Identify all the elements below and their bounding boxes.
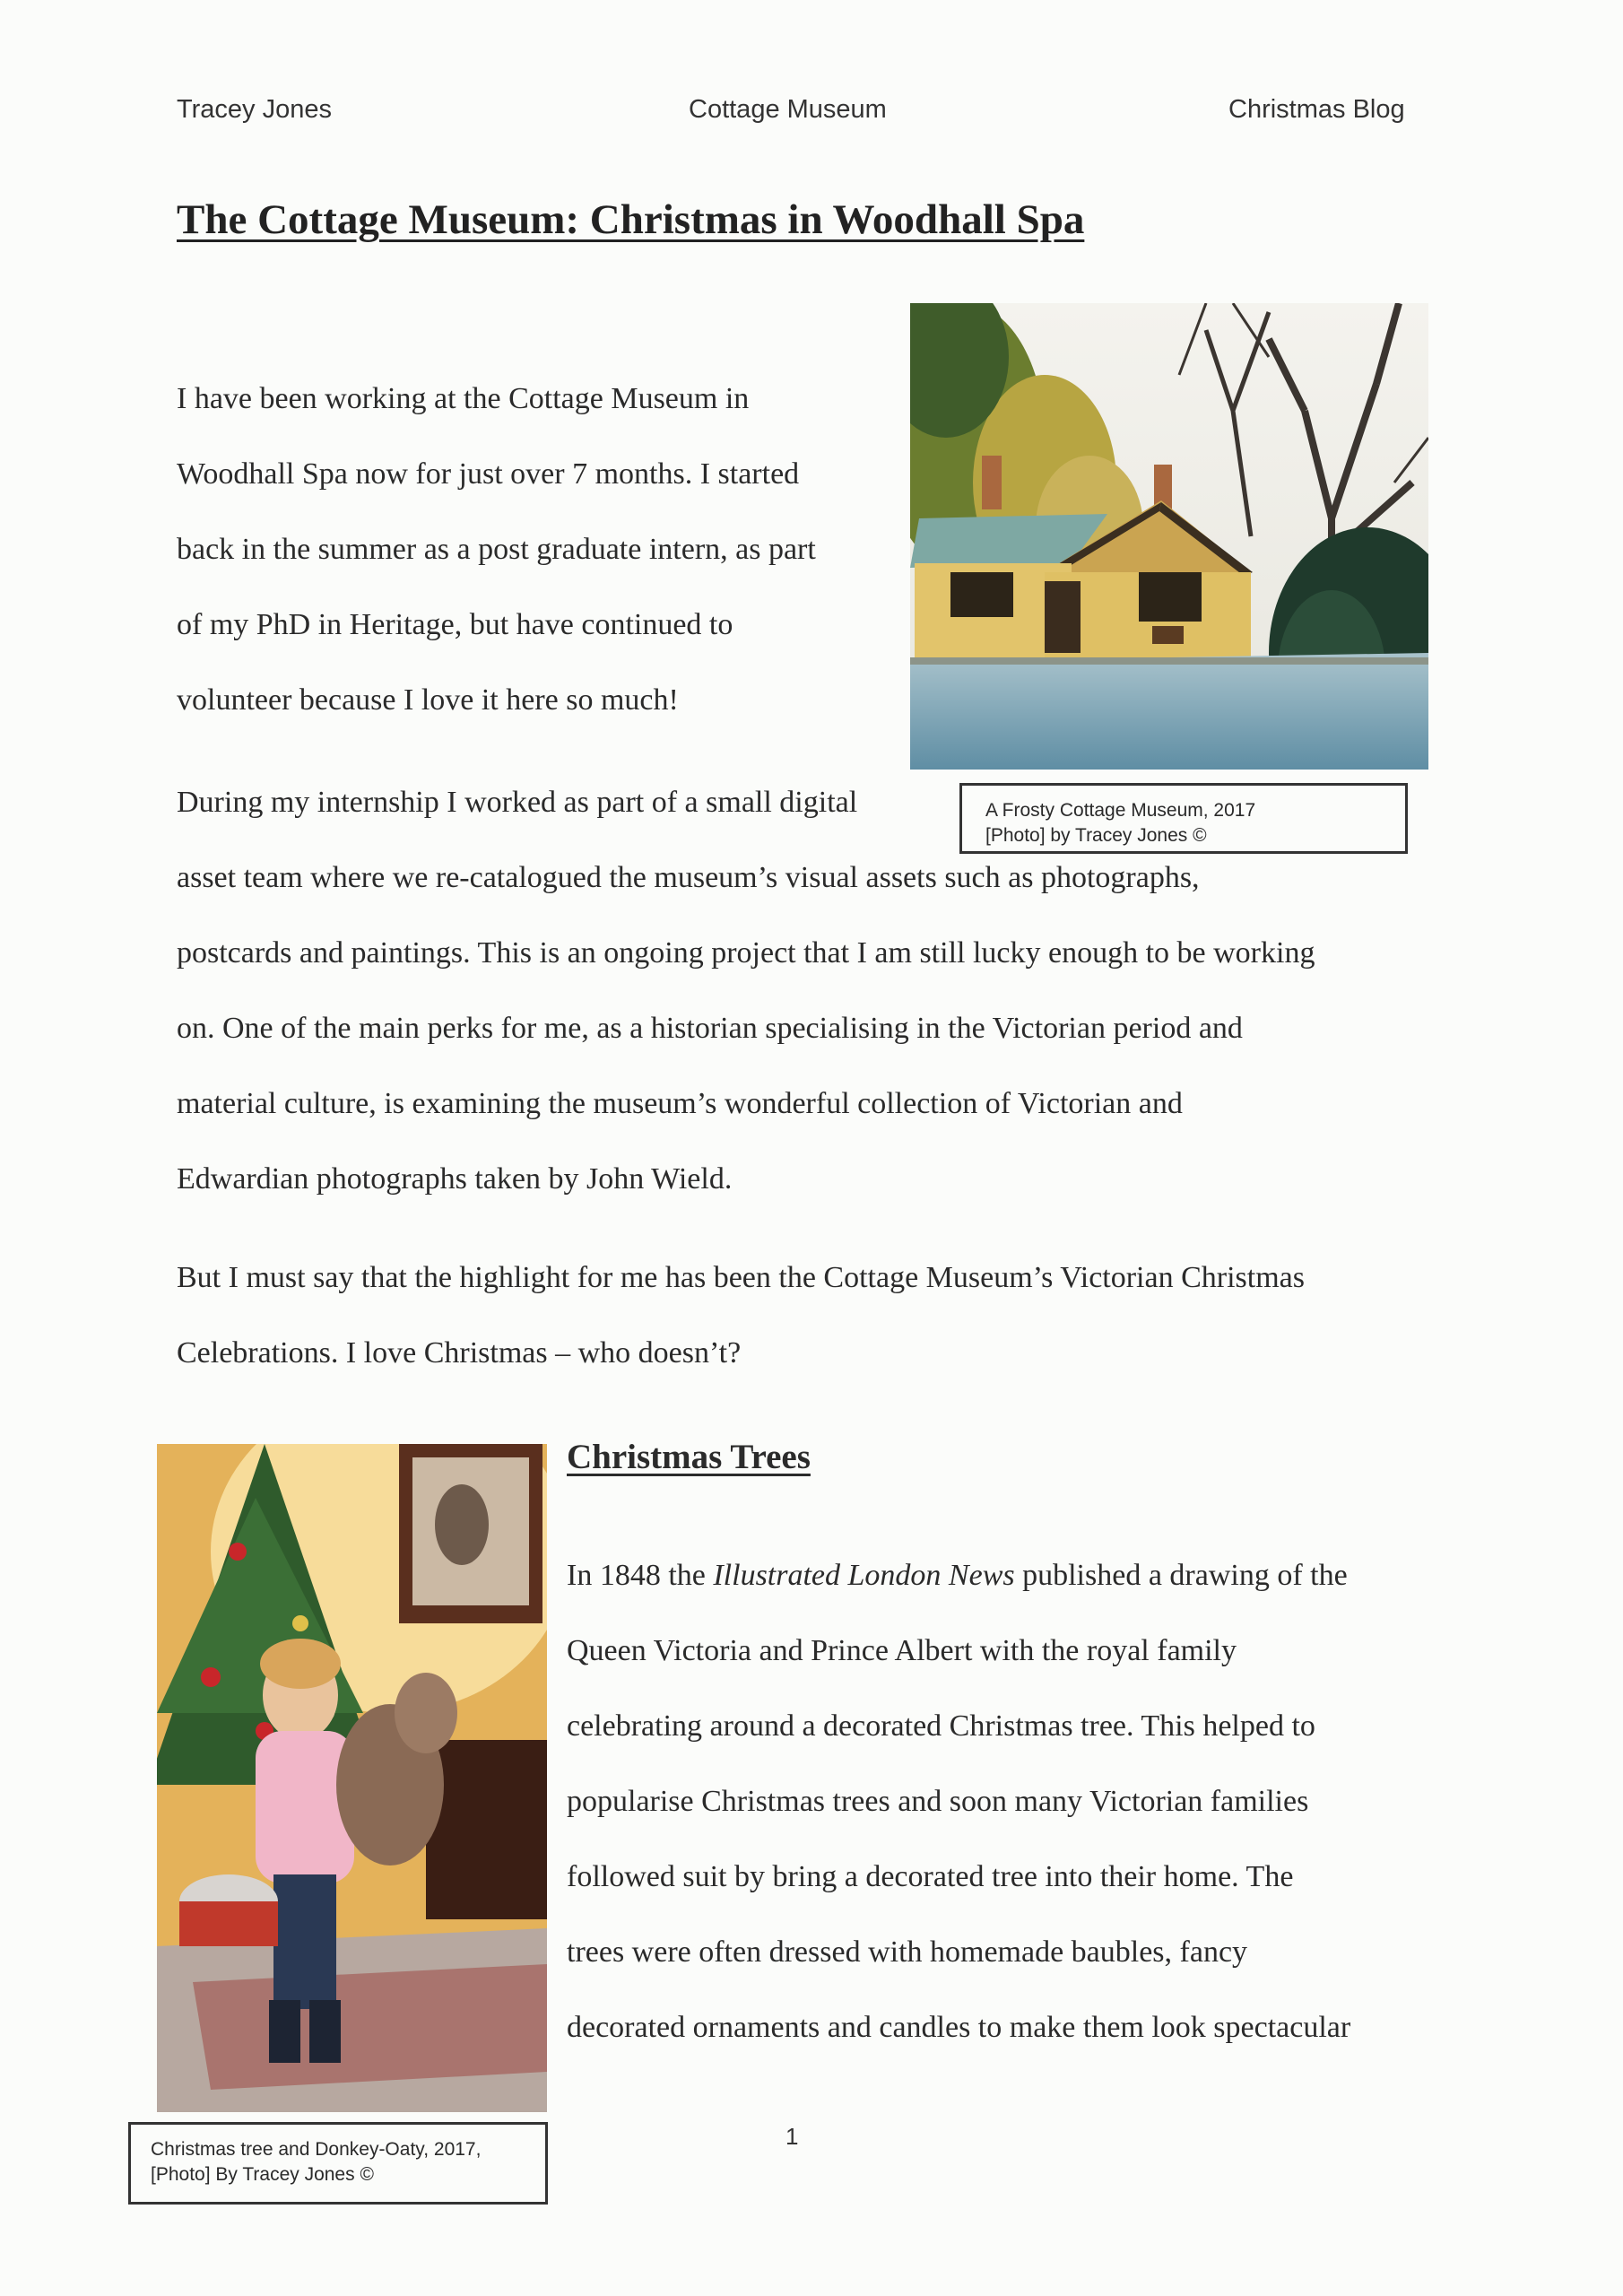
internship-paragraph-start: [177, 765, 857, 840]
text-line: asset team where we re-catalogued the museum’s visual assets such as photographs,: [177, 861, 1200, 894]
highlight-paragraph: [177, 1240, 1305, 1391]
header-subject: Cottage Museum: [689, 95, 887, 124]
text-line: Woodhall Spa now for just over 7 months. I started: [177, 457, 800, 491]
caption-line: [Photo] by Tracey Jones ©: [985, 825, 1207, 846]
cottage-photo: [910, 303, 1428, 770]
text-line: popularise Christmas trees and soon many Victorian families: [567, 1785, 1309, 1818]
text-line: During my internship I worked as part of a small digital: [177, 786, 858, 819]
caption-line: Christmas tree and Donkey-Oaty, 2017,: [151, 2139, 482, 2160]
text-line: Edwardian photographs taken by John Wield.: [177, 1162, 733, 1196]
text-line: Queen Victoria and Prince Albert with the royal family: [567, 1634, 1237, 1667]
header-author: Tracey Jones: [177, 95, 332, 124]
text-line: I have been working at the Cottage Museum in: [177, 382, 750, 415]
text-line: back in the summer as a post graduate intern, as part: [177, 533, 816, 566]
christmas-trees-paragraph: [567, 1538, 1350, 2066]
text-line: trees were often dressed with homemade baubles, fancy: [567, 1935, 1248, 1969]
text-line: [567, 1538, 1350, 1613]
publication-title: Illustrated London News: [713, 1559, 1015, 1592]
text-line: of my PhD in Heritage, but have continued to: [177, 608, 733, 641]
text-run: published a drawing of the: [1014, 1559, 1348, 1592]
internship-paragraph: [177, 840, 1315, 1217]
tree-photo-caption: [128, 2122, 548, 2205]
section-heading: Christmas Trees: [567, 1438, 811, 1476]
caption-line: A Frosty Cottage Museum, 2017: [985, 800, 1256, 821]
header-section: Christmas Blog: [1228, 95, 1405, 124]
text-line: celebrating around a decorated Christmas tree. This helped to: [567, 1709, 1315, 1743]
text-line: postcards and paintings. This is an ongoing project that I am still lucky enough to be working: [177, 936, 1315, 970]
page-number: 1: [785, 2123, 799, 2150]
text-run: In 1848 the: [567, 1559, 714, 1592]
christmas-tree-photo: [157, 1444, 547, 2112]
caption-line: [Photo] By Tracey Jones ©: [151, 2164, 374, 2185]
text-line: volunteer because I love it here so much!: [177, 683, 679, 717]
intro-paragraph: [177, 361, 816, 738]
text-line: decorated ornaments and candles to make them look spectacular: [567, 2011, 1351, 2044]
text-line: Celebrations. I love Christmas – who doesn’t?: [177, 1336, 742, 1370]
text-line: followed suit by bring a decorated tree into their home. The: [567, 1860, 1294, 1893]
text-line: But I must say that the highlight for me has been the Cottage Museum’s Victorian Christmas: [177, 1261, 1305, 1294]
text-line: material culture, is examining the museum’s wonderful collection of Victorian and: [177, 1087, 1183, 1120]
page-title: The Cottage Museum: Christmas in Woodhall Spa: [177, 196, 1085, 243]
text-line: on. One of the main perks for me, as a historian specialising in the Victorian period and: [177, 1012, 1243, 1045]
